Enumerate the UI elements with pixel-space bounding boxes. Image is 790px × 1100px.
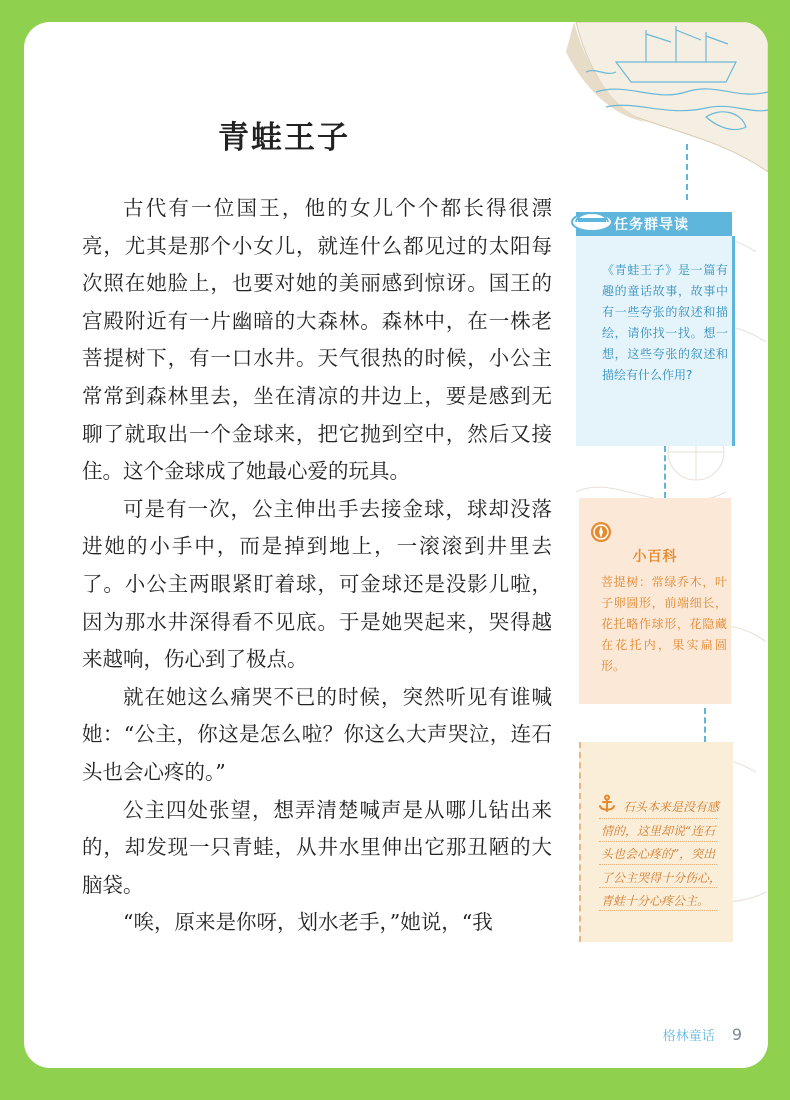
story-text — [82, 190, 552, 942]
encyclopedia-label: 小百科 — [632, 549, 678, 565]
book-title: 格林童话 — [662, 1029, 715, 1044]
task-reading-note — [576, 200, 736, 446]
task-note-label: 任务群导读 — [614, 217, 689, 233]
compass-icon — [589, 520, 613, 544]
paragraph: 公主四处张望，想弄清楚喊声是从哪儿钻出来的，却发现一只青蛙，从井水里伸出它那丑陋的大脑袋。 — [82, 797, 552, 897]
sailor-hat-icon — [568, 200, 618, 240]
annotation-text: 石头本来是没有感情的，这里却说“连石头也会心疼的”，突出了公主哭得十分伤心，青蛙十分心疼公主。 — [601, 800, 722, 908]
task-note-text: 《青蛙王子》是一篇有趣的童话故事，故事中有一些夸张的叙述和描绘，请你找一找。想一想，这些夸张的叙述和描绘有什么作用? — [602, 263, 728, 382]
book-page — [24, 22, 768, 1068]
connector-line — [704, 708, 706, 742]
page-number: 9 — [731, 1025, 742, 1044]
paragraph: 古代有一位国王，他的女儿个个都长得很漂亮，尤其是那个小女儿，就连什么都见过的太阳每次照在她脸上，也要对她的美丽感到惊讶。国王的宫殿附近有一片幽暗的大森林。森林中，在一株老菩提树下，有一口水井。天气很热的时候，小公主常常到森林里去，坐在清凉的井边上，要是感到无聊了就取出一个金球来，把它抛到空中，然后又接住。这个金球成了她最心爱的玩具。 — [82, 196, 552, 484]
page-title: 青蛙王子 — [218, 120, 350, 156]
page-footer — [663, 1025, 742, 1044]
corner-map-illustration — [556, 22, 768, 172]
paragraph: 可是有一次，公主伸出手去接金球，球却没落进她的小手中，而是掉到地上，一滚滚到井里去了。小公主两眼紧盯着球，可金球还是没影儿啦，因为那水井深得看不见底。于是她哭起来，哭得越来越响，伤心到了极点。 — [82, 496, 552, 672]
paragraph: 就在她这么痛哭不已的时候，突然听见有谁喊她：“公主，你这是怎么啦？你这么大声哭泣，连石头也会心疼的。” — [82, 684, 552, 784]
encyclopedia-note — [579, 498, 731, 708]
encyclopedia-text: 菩提树：常绿乔木，叶子卵圆形，前端细长，花托略作球形，花隐藏在花托内，果实扁圆形。 — [601, 575, 727, 673]
connector-line — [664, 446, 666, 498]
connector-line — [686, 144, 688, 200]
annotation-note — [579, 742, 731, 954]
paragraph: “唉，原来是你呀，划水老手，”她说，“我 — [123, 910, 493, 935]
